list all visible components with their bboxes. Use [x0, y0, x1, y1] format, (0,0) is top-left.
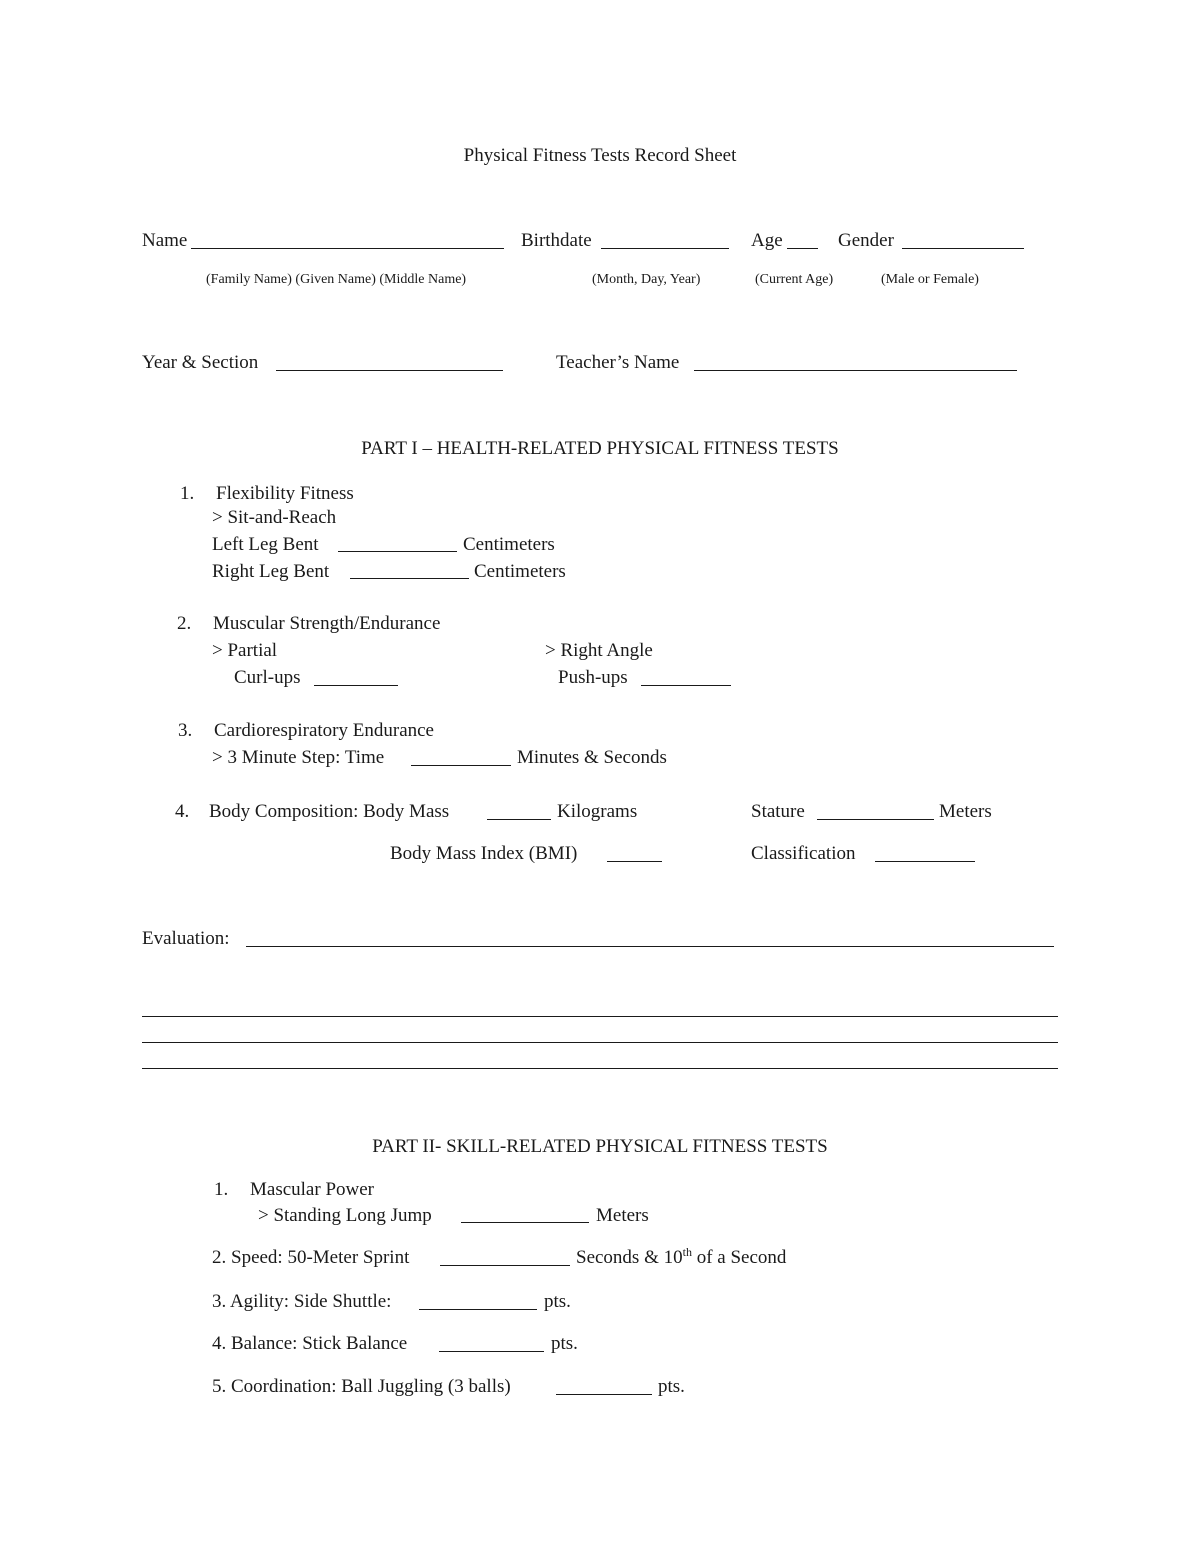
- gender-field[interactable]: [902, 248, 1024, 249]
- agility-unit: pts.: [544, 1291, 571, 1312]
- speed-unit-superscript: th: [682, 1245, 692, 1259]
- item-number: 4.: [175, 801, 190, 822]
- right-angle-label: > Right Angle: [545, 640, 653, 661]
- bmi-label: Body Mass Index (BMI): [390, 843, 578, 864]
- teacher-name-label: Teacher’s Name: [556, 352, 680, 373]
- body-mass-unit: Kilograms: [557, 801, 638, 822]
- classification-label: Classification: [751, 843, 856, 864]
- classification-field[interactable]: [875, 861, 975, 862]
- name-label: Name: [142, 230, 188, 251]
- part1-heading: PART I – HEALTH-RELATED PHYSICAL FITNESS TESTS: [361, 438, 839, 459]
- partial-label: > Partial: [212, 640, 278, 661]
- body-mass-field[interactable]: [487, 819, 551, 820]
- long-jump-field[interactable]: [461, 1222, 589, 1223]
- document-title: Physical Fitness Tests Record Sheet: [463, 145, 737, 166]
- evaluation-line[interactable]: [142, 1016, 1058, 1017]
- balance-unit: pts.: [551, 1333, 578, 1354]
- speed-label: 2. Speed: 50-Meter Sprint: [212, 1247, 410, 1268]
- curl-ups-field[interactable]: [314, 685, 398, 686]
- balance-label: 4. Balance: Stick Balance: [212, 1333, 408, 1354]
- push-ups-label: Push-ups: [558, 667, 628, 688]
- sit-and-reach-label: > Sit-and-Reach: [212, 507, 337, 528]
- stature-label: Stature: [751, 801, 805, 822]
- coordination-label: 5. Coordination: Ball Juggling (3 balls): [212, 1376, 511, 1397]
- power-title: Mascular Power: [250, 1179, 374, 1200]
- right-leg-unit: Centimeters: [474, 561, 566, 582]
- step-test-unit: Minutes & Seconds: [517, 747, 667, 768]
- age-label: Age: [751, 230, 783, 251]
- speed-unit-text: Seconds & 10: [576, 1247, 683, 1268]
- item-number: 1.: [180, 483, 195, 504]
- coordination-unit: pts.: [658, 1376, 685, 1397]
- step-time-field[interactable]: [411, 765, 511, 766]
- evaluation-line[interactable]: [142, 1068, 1058, 1069]
- name-field[interactable]: [191, 248, 504, 249]
- push-ups-field[interactable]: [641, 685, 731, 686]
- bmi-field[interactable]: [607, 861, 662, 862]
- flexibility-title: Flexibility Fitness: [216, 483, 354, 504]
- item-number: 2.: [177, 613, 192, 634]
- left-leg-field[interactable]: [338, 551, 457, 552]
- part2-heading: PART II- SKILL-RELATED PHYSICAL FITNESS TESTS: [372, 1136, 828, 1157]
- curl-ups-label: Curl-ups: [234, 667, 301, 688]
- gender-label: Gender: [838, 230, 894, 251]
- agility-label: 3. Agility: Side Shuttle:: [212, 1291, 392, 1312]
- right-leg-field[interactable]: [350, 578, 469, 579]
- stature-field[interactable]: [817, 819, 934, 820]
- right-leg-label: Right Leg Bent: [212, 561, 330, 582]
- gender-hint: (Male or Female): [881, 272, 979, 287]
- body-mass-label: Body Composition: Body Mass: [209, 801, 450, 822]
- balance-field[interactable]: [439, 1351, 544, 1352]
- evaluation-line[interactable]: [246, 946, 1054, 947]
- item-number: 1.: [214, 1179, 229, 1200]
- long-jump-unit: Meters: [596, 1205, 649, 1226]
- speed-field[interactable]: [440, 1265, 570, 1266]
- year-section-label: Year & Section: [142, 352, 259, 373]
- year-section-field[interactable]: [276, 370, 503, 371]
- speed-unit: [576, 1245, 787, 1268]
- evaluation-label: Evaluation:: [142, 928, 230, 949]
- birthdate-label: Birthdate: [521, 230, 592, 251]
- left-leg-unit: Centimeters: [463, 534, 555, 555]
- age-field[interactable]: [787, 248, 818, 249]
- item-number: 3.: [178, 720, 193, 741]
- long-jump-label: > Standing Long Jump: [258, 1205, 432, 1226]
- speed-unit-suffix: of a Second: [691, 1247, 787, 1268]
- step-test-label: > 3 Minute Step: Time: [212, 747, 385, 768]
- name-hint: (Family Name) (Given Name) (Middle Name): [206, 272, 467, 287]
- cardio-title: Cardiorespiratory Endurance: [214, 720, 434, 741]
- agility-field[interactable]: [419, 1309, 537, 1310]
- coordination-field[interactable]: [556, 1394, 652, 1395]
- birthdate-hint: (Month, Day, Year): [592, 272, 701, 287]
- age-hint: (Current Age): [755, 272, 834, 287]
- birthdate-field[interactable]: [601, 248, 729, 249]
- muscular-title: Muscular Strength/Endurance: [213, 613, 441, 634]
- evaluation-line[interactable]: [142, 1042, 1058, 1043]
- stature-unit: Meters: [939, 801, 992, 822]
- teacher-name-field[interactable]: [694, 370, 1017, 371]
- left-leg-label: Left Leg Bent: [212, 534, 319, 555]
